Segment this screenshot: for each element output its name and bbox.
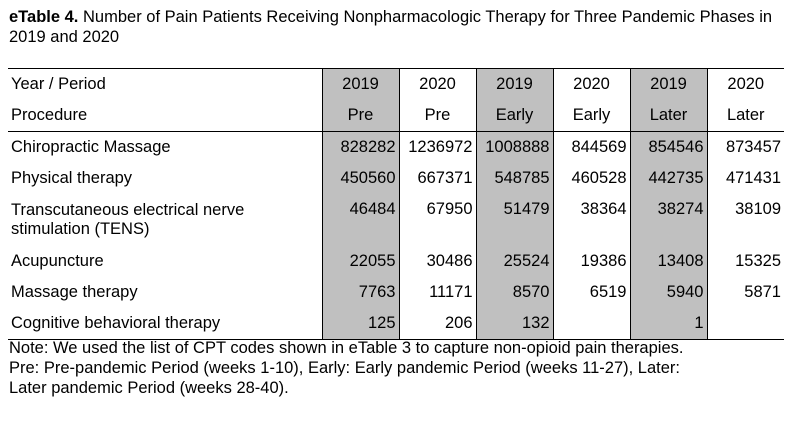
table-cell: 25524: [476, 246, 553, 277]
header-label: Year / Period: [8, 69, 322, 101]
table-cell: 38274: [630, 194, 707, 246]
table-cell: 450560: [322, 163, 399, 194]
note-line: Pre: Pre-pandemic Period (weeks 1-10), Early: Early pandemic Period (weeks 11-27), Later:: [9, 359, 680, 377]
table-cell: 1236972: [399, 132, 476, 164]
table-title-label: eTable 4.: [9, 8, 79, 26]
table-cell: 844569: [553, 132, 630, 164]
table-cell: 6519: [553, 277, 630, 308]
table-cell: 46484: [322, 194, 399, 246]
table-cell: 471431: [707, 163, 784, 194]
table-row: [8, 308, 784, 340]
data-table: [8, 68, 784, 340]
table-row: [8, 163, 784, 194]
table-cell: 51479: [476, 194, 553, 246]
row-label: Cognitive behavioral therapy: [8, 308, 322, 340]
header-row-procedure: [8, 100, 784, 132]
row-label: Transcutaneous electrical nerve stimulation (TENS): [11, 201, 245, 238]
table-cell: [553, 308, 630, 340]
table-row: [8, 277, 784, 308]
table-cell: 11171: [399, 277, 476, 308]
table-cell: 206: [399, 308, 476, 340]
table-title: [9, 7, 789, 47]
row-label: Physical therapy: [11, 169, 133, 187]
table-cell: 67950: [399, 194, 476, 246]
table-cell: 15325: [707, 246, 784, 277]
note-line: Later pandemic Period (weeks 28-40).: [9, 379, 289, 397]
table-cell: 1: [630, 308, 707, 340]
table-row: [8, 246, 784, 277]
row-label: Acupuncture: [11, 252, 104, 270]
table-title-text: Number of Pain Patients Receiving Nonpharmacologic Therapy for Three Pandemic Phases in 2019 and 2020: [9, 8, 773, 46]
table-cell: 8570: [476, 277, 553, 308]
table-cell: 7763: [322, 277, 399, 308]
table-cell: 22055: [322, 246, 399, 277]
header-cell: Pre: [399, 100, 476, 132]
header-cell: 2019: [630, 69, 707, 101]
header-cell: Later: [707, 100, 784, 132]
header-cell: 2020: [399, 69, 476, 101]
header-cell: 2020: [553, 69, 630, 101]
header-cell: 2019: [322, 69, 399, 101]
table-cell: 667371: [399, 163, 476, 194]
row-label: Chiropractic Massage: [8, 132, 322, 164]
note-line: Note: We used the list of CPT codes shown in eTable 3 to capture non-opioid pain therapies.: [9, 339, 684, 357]
table-cell: 13408: [630, 246, 707, 277]
table-cell: 1008888: [476, 132, 553, 164]
table-cell: 5871: [707, 277, 784, 308]
table-row: [8, 132, 784, 164]
table-cell: 38109: [707, 194, 784, 246]
table-row: [8, 194, 784, 246]
header-cell: 2019: [476, 69, 553, 101]
table-cell: 854546: [630, 132, 707, 164]
header-cell: Early: [553, 100, 630, 132]
header-cell: 2020: [707, 69, 784, 101]
table-cell: [707, 308, 784, 340]
header-cell: Later: [630, 100, 707, 132]
table-cell: 873457: [707, 132, 784, 164]
table-cell: 828282: [322, 132, 399, 164]
table-cell: 19386: [553, 246, 630, 277]
table-cell: 30486: [399, 246, 476, 277]
table-cell: 132: [476, 308, 553, 340]
table-cell: 125: [322, 308, 399, 340]
table-cell: 442735: [630, 163, 707, 194]
header-row-year: [8, 69, 784, 101]
table-cell: 548785: [476, 163, 553, 194]
table-note: [9, 338, 794, 398]
table-cell: 460528: [553, 163, 630, 194]
header-cell: Early: [476, 100, 553, 132]
table-cell: 38364: [553, 194, 630, 246]
header-label: Procedure: [11, 106, 88, 124]
table-cell: 5940: [630, 277, 707, 308]
row-label: Massage therapy: [11, 283, 138, 301]
header-cell: Pre: [322, 100, 399, 132]
